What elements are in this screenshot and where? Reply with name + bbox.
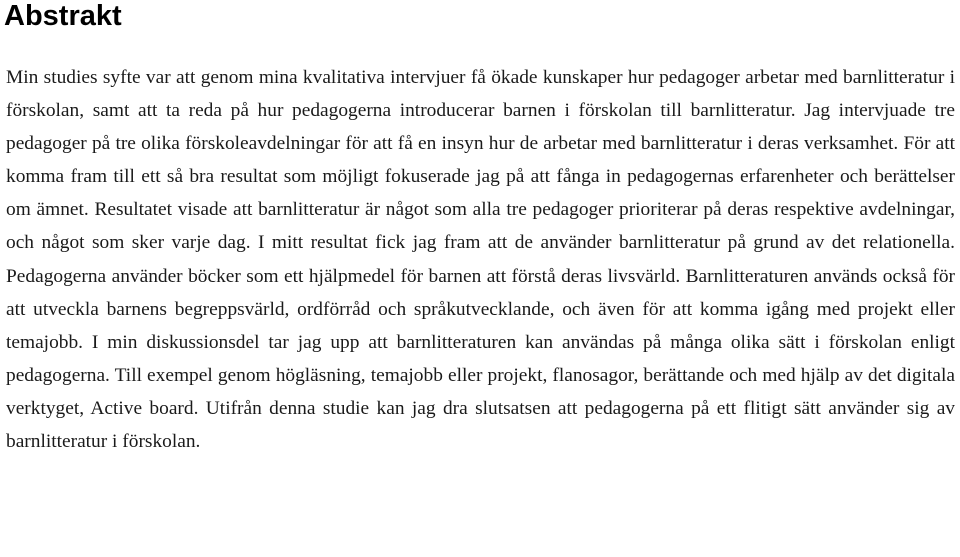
- abstract-paragraph: Min studies syfte var att genom mina kvalitativa intervjuer få ökade kunskaper hur pedagoger arbetar med barnlitteratur i förskolan, samt att ta reda på hur pedagogerna introducerar barnen i förskolan till barnlitteratur. Jag intervjuade tre pedagoger på tre olika förskoleavdelningar för att få en insyn hur de arbetar med barnlitteratur i deras verksamhet. För att komma fram till ett så bra resultat som möjligt fokuserade jag på att fånga in pedagogernas erfarenheter och berättelser om ämnet. Resultatet visade att barnlitteratur är något som alla tre pedagoger prioriterar på deras respektive avdelningar, och något som sker varje dag. I mitt resultat fick jag fram att de använder barnlitteratur på grund av det relationella. Pedagogerna använder böcker som ett hjälpmedel för barnen att förstå deras livsvärld. Barnlitteraturen används också för att utveckla barnens begreppsvärld, ordförråd och språkutvecklande, och även för att komma igång med projekt eller temajobb. I min diskussionsdel tar jag upp att barnlitteraturen kan användas på många olika sätt i förskolan enligt pedagogerna. Till exempel genom högläsning, temajobb eller projekt, flanosagor, berättande och med hjälp av det digitala verktyget, Active board. Utifrån denna studie kan jag dra slutsatsen att pedagogerna på ett flitigt sätt använder sig av barnlitteratur i förskolan.: [6, 67, 955, 453]
- section-heading: Abstrakt: [4, 0, 122, 32]
